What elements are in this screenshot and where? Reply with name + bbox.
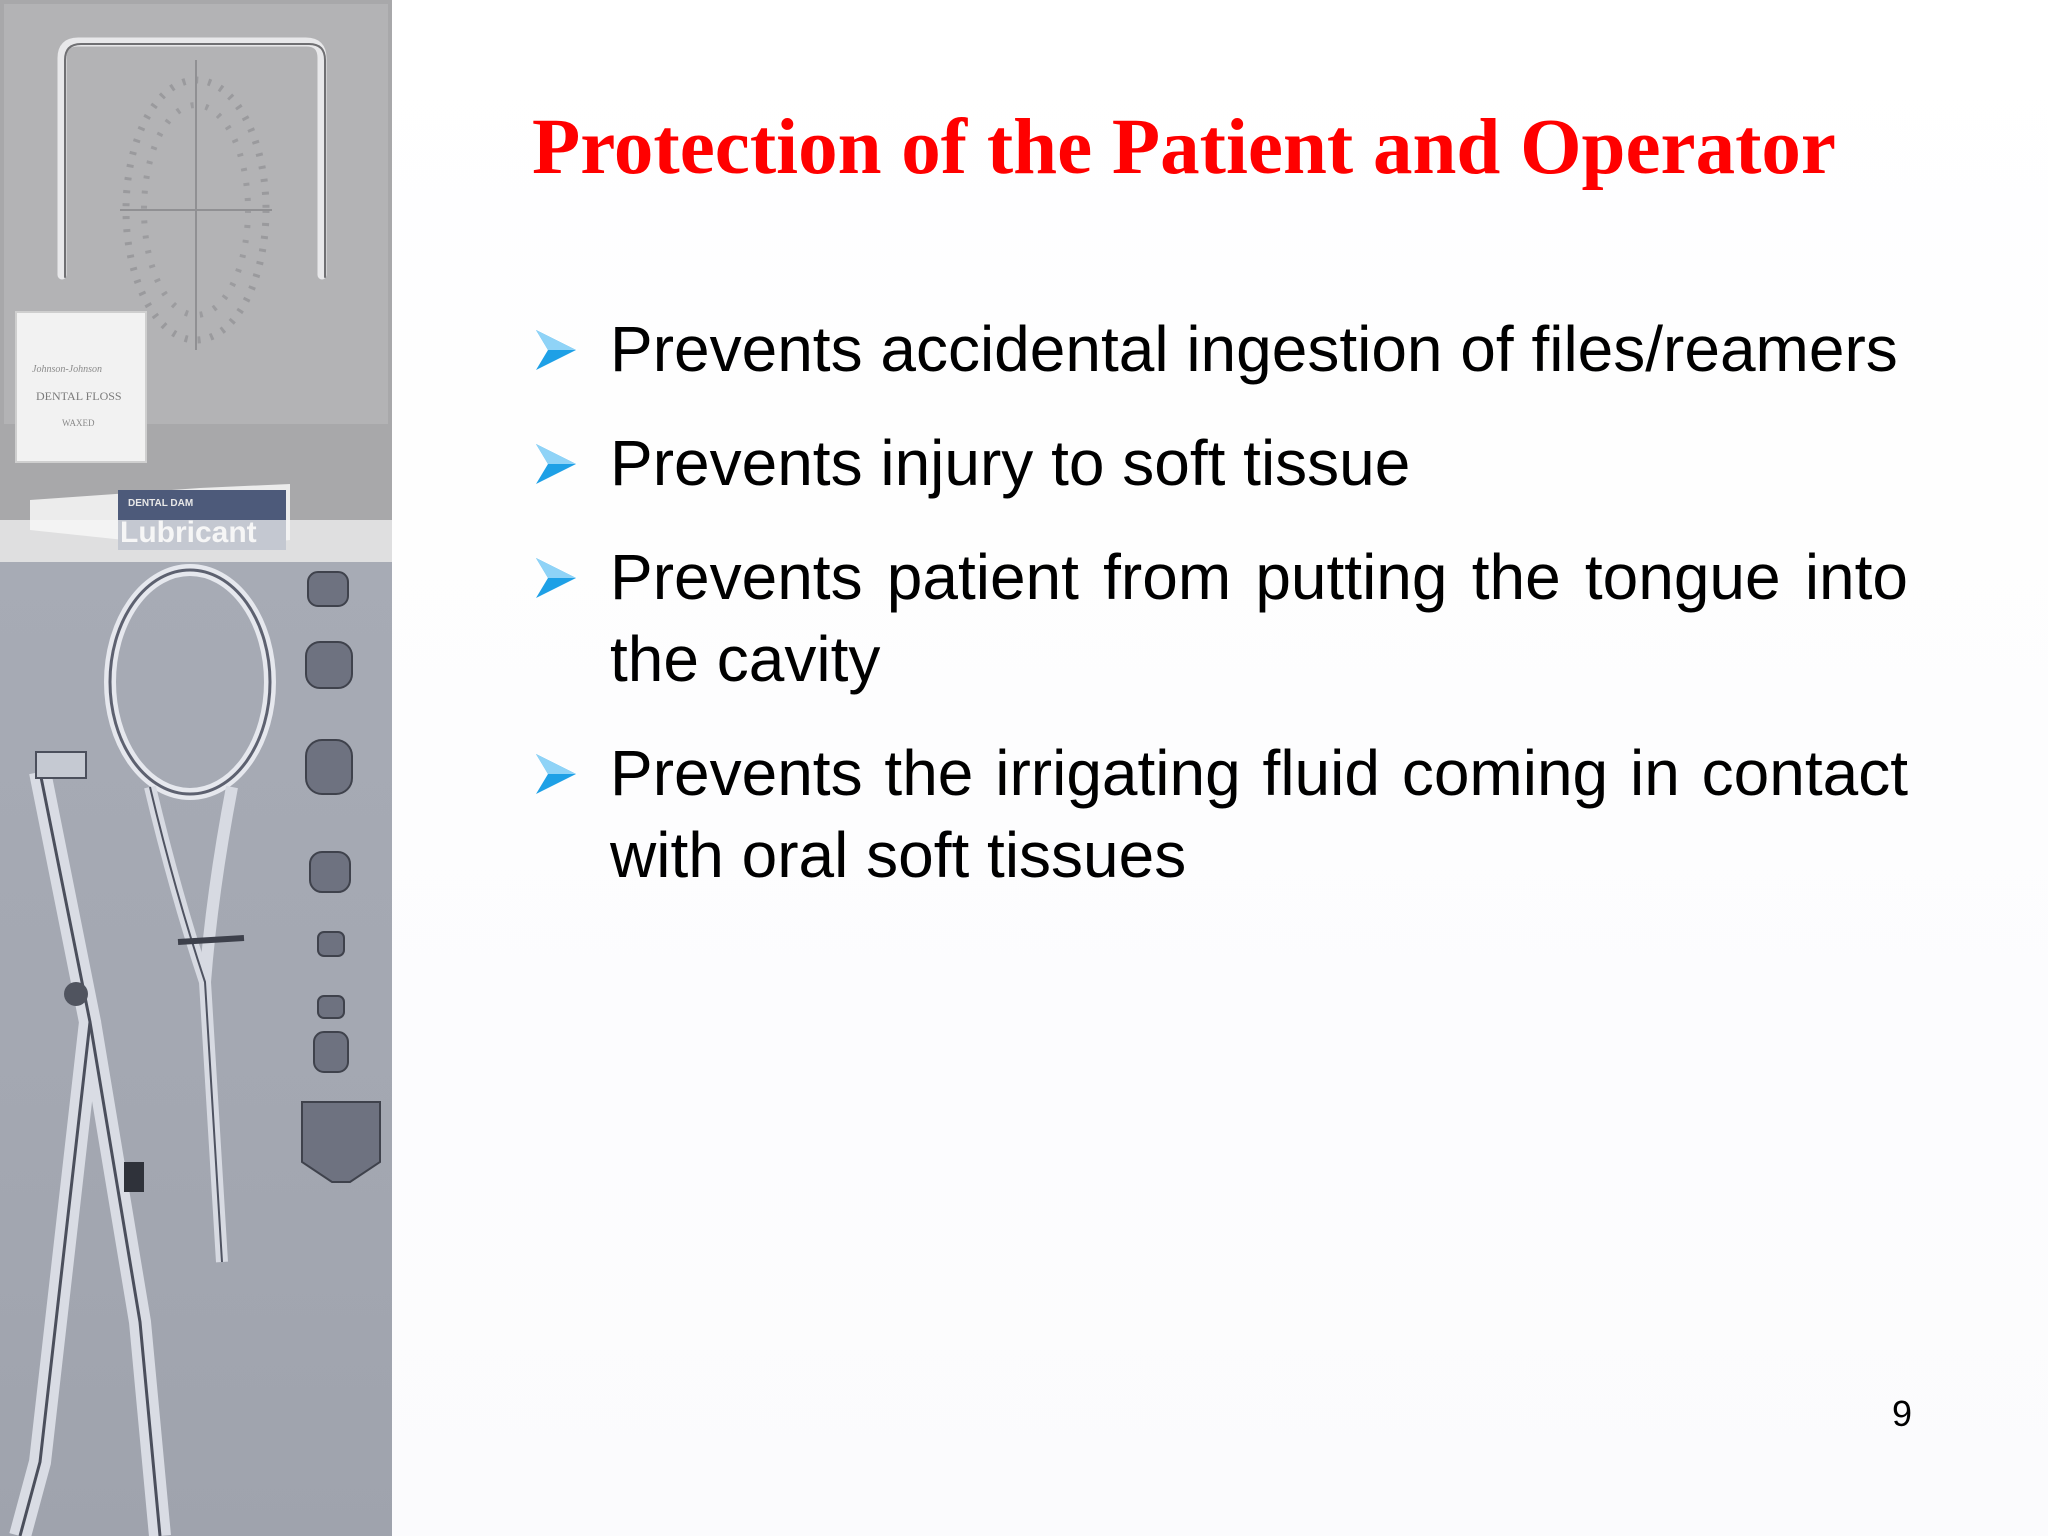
arrowhead-bullet-icon [532, 554, 580, 602]
bullet-list [532, 308, 1908, 928]
bullet-text: Prevents patient from putting the tongue into the cavity [610, 541, 1908, 695]
rubber-dam-kit-photo [0, 0, 392, 1536]
list-item [532, 422, 1908, 504]
arrowhead-bullet-icon [532, 440, 580, 488]
list-item [532, 536, 1908, 700]
arrowhead-bullet-icon [532, 326, 580, 374]
list-item [532, 732, 1908, 896]
dental-dam-text: DENTAL DAM [128, 498, 194, 509]
slide-title: Protection of the Patient and Operator [532, 104, 1836, 191]
floss-brand-text: Johnson-Johnson [32, 364, 102, 375]
bullet-text: Prevents injury to soft tissue [610, 427, 1411, 499]
page-number: 9 [1891, 1393, 1912, 1434]
rubber-dam-frame-illustration [0, 0, 392, 562]
forceps-and-clamps-illustration [0, 562, 392, 1536]
rubber-dam-frame-photo [0, 0, 392, 562]
rubber-dam-instruments-photo [0, 562, 392, 1536]
bullet-text: Prevents the irrigating fluid coming in contact with oral soft tissues [610, 737, 1908, 891]
arrowhead-bullet-icon [532, 750, 580, 798]
bullet-text: Prevents accidental ingestion of files/reamers [610, 313, 1898, 385]
list-item [532, 308, 1908, 390]
floss-waxed-text: WAXED [62, 418, 95, 428]
floss-label-text: DENTAL FLOSS [36, 389, 122, 403]
